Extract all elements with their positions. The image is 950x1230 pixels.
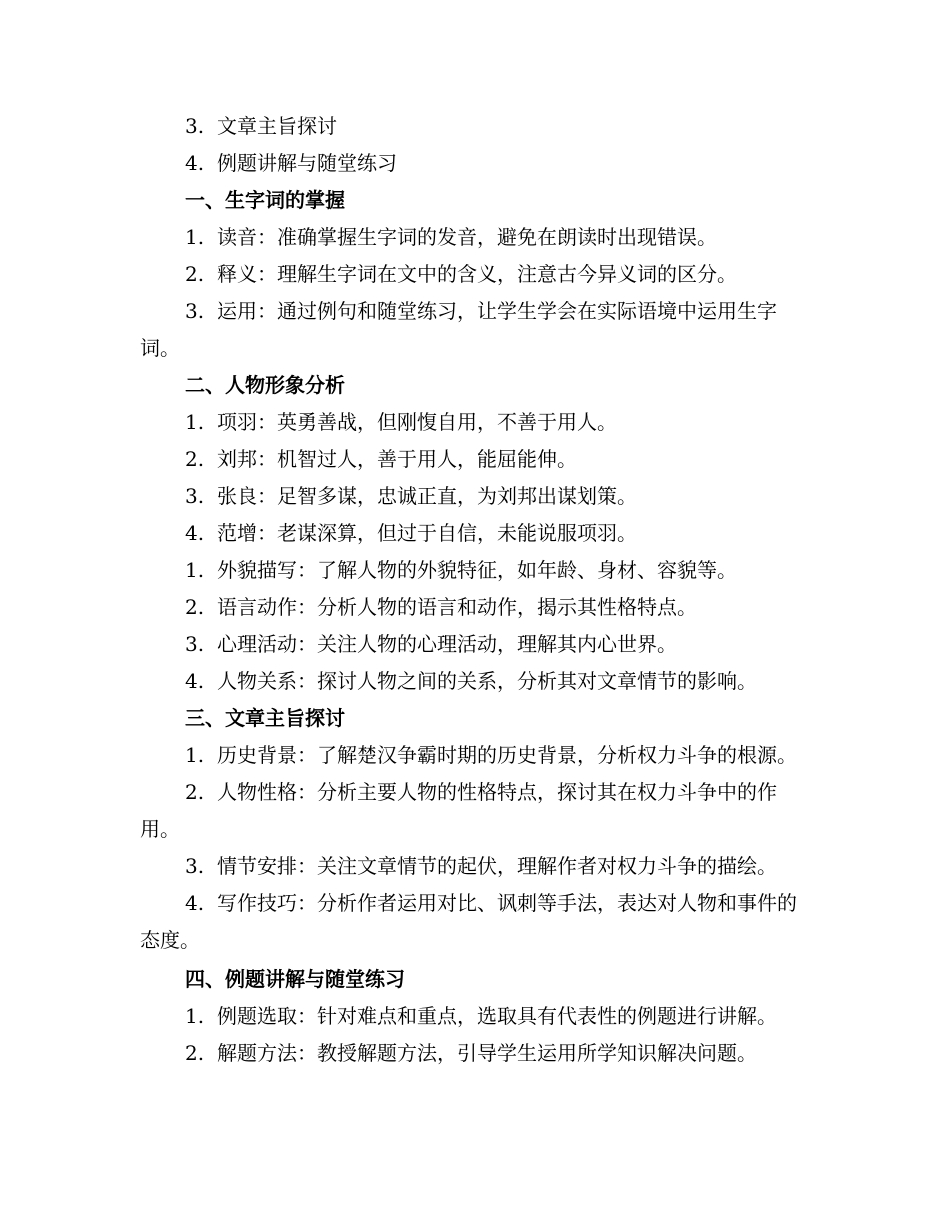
item-number: 4. bbox=[185, 891, 205, 915]
item-number: 4. bbox=[185, 521, 205, 545]
document-body bbox=[140, 108, 812, 1072]
item-text: 外貌描写：了解人物的外貌特征，如年龄、身材、容貌等。 bbox=[217, 558, 737, 582]
item-text: 历史背景：了解楚汉争霸时期的历史背景，分析权力斗争的根源。 bbox=[217, 743, 797, 767]
item-text: 例题讲解与随堂练习 bbox=[217, 151, 397, 175]
item-text: 解题方法：教授解题方法，引导学生运用所学知识解决问题。 bbox=[217, 1041, 757, 1065]
list-item bbox=[140, 219, 812, 256]
item-number: 2. bbox=[185, 447, 205, 471]
item-text: 文章主旨探讨 bbox=[217, 114, 337, 138]
item-number: 2. bbox=[185, 262, 205, 286]
item-number: 3. bbox=[185, 299, 205, 323]
list-item bbox=[140, 998, 812, 1035]
list-item bbox=[140, 885, 812, 959]
item-text: 人物关系：探讨人物之间的关系，分析其对文章情节的影响。 bbox=[217, 669, 757, 693]
item-number: 1. bbox=[185, 410, 205, 434]
list-item bbox=[140, 663, 812, 700]
item-text: 刘邦：机智过人，善于用人，能屈能伸。 bbox=[217, 447, 577, 471]
item-text: 范增：老谋深算，但过于自信，未能说服项羽。 bbox=[217, 521, 637, 545]
item-text: 心理活动：关注人物的心理活动，理解其内心世界。 bbox=[217, 632, 677, 656]
list-item bbox=[140, 515, 812, 552]
item-number: 3. bbox=[185, 484, 205, 508]
section-heading: 四、例题讲解与随堂练习 bbox=[185, 967, 405, 991]
list-item bbox=[140, 145, 812, 182]
item-number: 4. bbox=[185, 669, 205, 693]
item-text: 例题选取：针对难点和重点，选取具有代表性的例题进行讲解。 bbox=[217, 1004, 777, 1028]
section-heading: 三、文章主旨探讨 bbox=[185, 706, 345, 730]
item-number: 2. bbox=[185, 595, 205, 619]
item-text: 读音：准确掌握生字词的发音，避免在朗读时出现错误。 bbox=[217, 225, 717, 249]
list-item bbox=[140, 108, 812, 145]
item-text: 情节安排：关注文章情节的起伏，理解作者对权力斗争的描绘。 bbox=[217, 854, 777, 878]
list-item bbox=[140, 589, 812, 626]
item-number: 1. bbox=[185, 743, 205, 767]
list-item bbox=[140, 256, 812, 293]
list-item bbox=[140, 293, 812, 367]
item-text: 释义：理解生字词在文中的含义，注意古今异义词的区分。 bbox=[217, 262, 737, 286]
section-heading: 一、生字词的掌握 bbox=[185, 188, 345, 212]
item-number: 3. bbox=[185, 114, 205, 138]
list-item bbox=[140, 626, 812, 663]
section-heading: 二、人物形象分析 bbox=[185, 373, 345, 397]
item-number: 4. bbox=[185, 151, 205, 175]
item-number: 3. bbox=[185, 854, 205, 878]
list-item bbox=[140, 478, 812, 515]
item-text: 写作技巧：分析作者运用对比、讽刺等手法，表达对人物和事件的态度。 bbox=[140, 891, 797, 952]
list-item bbox=[140, 552, 812, 589]
list-item bbox=[140, 404, 812, 441]
item-number: 1. bbox=[185, 225, 205, 249]
item-number: 2. bbox=[185, 1041, 205, 1065]
list-item bbox=[140, 441, 812, 478]
item-number: 3. bbox=[185, 632, 205, 656]
item-text: 人物性格：分析主要人物的性格特点，探讨其在权力斗争中的作用。 bbox=[140, 780, 777, 841]
item-number: 2. bbox=[185, 780, 205, 804]
item-text: 张良：足智多谋，忠诚正直，为刘邦出谋划策。 bbox=[217, 484, 637, 508]
list-item bbox=[140, 848, 812, 885]
item-number: 1. bbox=[185, 1004, 205, 1028]
item-text: 项羽：英勇善战，但刚愎自用，不善于用人。 bbox=[217, 410, 617, 434]
list-item bbox=[140, 737, 812, 774]
item-text: 语言动作：分析人物的语言和动作，揭示其性格特点。 bbox=[217, 595, 697, 619]
item-number: 1. bbox=[185, 558, 205, 582]
list-item bbox=[140, 1035, 812, 1072]
list-item bbox=[140, 774, 812, 848]
item-text: 运用：通过例句和随堂练习，让学生学会在实际语境中运用生字词。 bbox=[140, 299, 777, 360]
